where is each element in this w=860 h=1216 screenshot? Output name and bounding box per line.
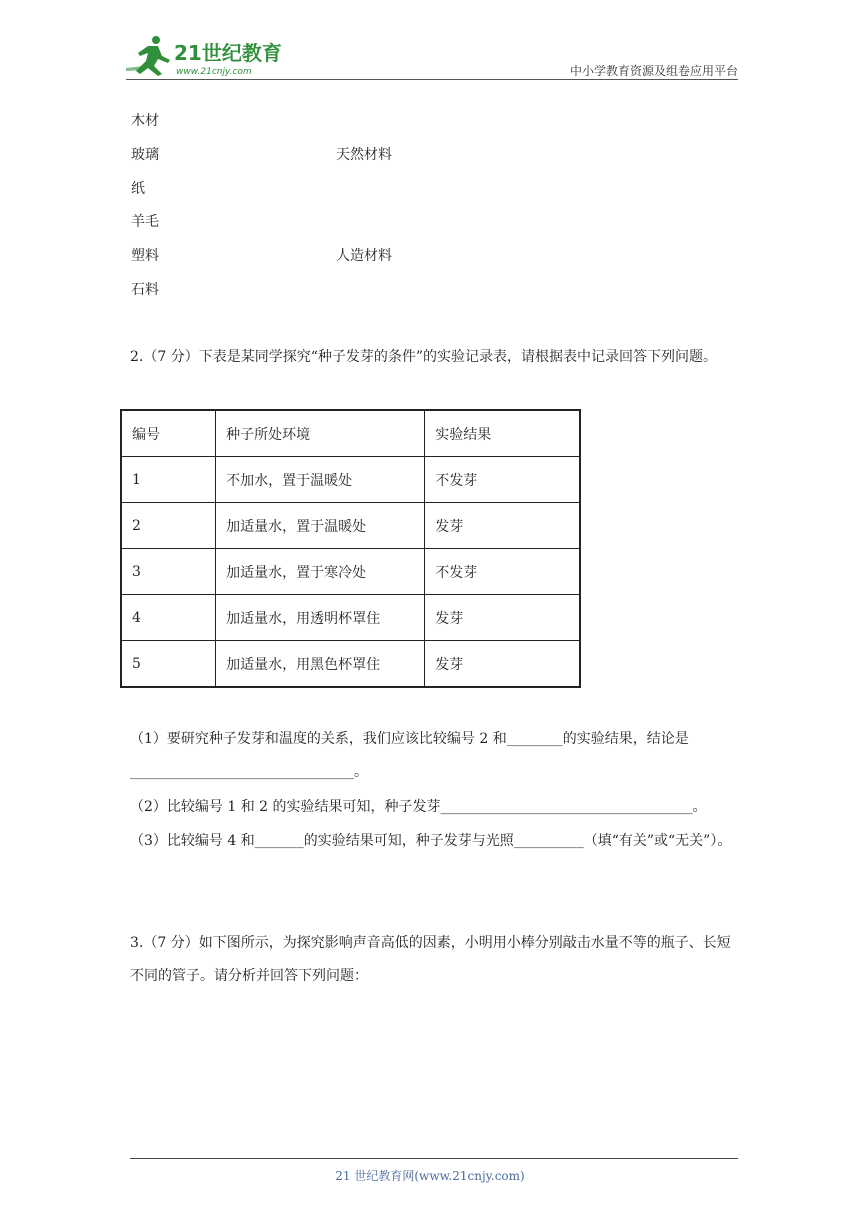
svg-text:www.21cnjy.com: www.21cnjy.com — [176, 67, 252, 77]
match-left-item: 塑料 — [131, 248, 159, 264]
match-left-item: 石料 — [131, 282, 159, 298]
table-cell: 发芽 — [425, 595, 580, 641]
table-cell: 加适量水，用黑色杯罩住 — [216, 641, 425, 688]
question-2-part-3: （3）比较编号 4 和_______的实验结果可知，种子发芽与光照__________（填“有关”或“无关”）。 — [130, 833, 732, 849]
table-header-cell: 编号 — [121, 410, 216, 457]
match-left-item: 纸 — [131, 181, 145, 197]
question-3-intro: 3.（7 分）如下图所示，为探究影响声音高低的因素，小明用小棒分别敲击水量不等的瓶子、长短不同的管子。请分析并回答下列问题： — [130, 935, 731, 984]
match-right-item: 天然材料 — [336, 147, 392, 163]
match-left-item: 玻璃 — [131, 147, 159, 163]
table-row — [121, 595, 580, 641]
experiment-table — [120, 409, 581, 688]
table-cell: 不发芽 — [425, 457, 580, 503]
table-header-cell: 种子所处环境 — [216, 410, 425, 457]
table-header-cell: 实验结果 — [425, 410, 580, 457]
table-cell: 4 — [121, 595, 216, 641]
footer-text: 21 世纪教育网(www.21cnjy.com) — [335, 1169, 525, 1183]
header-divider — [126, 79, 738, 80]
table-cell: 发芽 — [425, 503, 580, 549]
site-logo — [126, 34, 296, 78]
table-cell: 加适量水，用透明杯罩住 — [216, 595, 425, 641]
table-cell: 不加水，置于温暖处 — [216, 457, 425, 503]
page-header — [126, 30, 738, 80]
table-cell: 1 — [121, 457, 216, 503]
match-left-item: 木材 — [131, 113, 159, 129]
table-row — [121, 641, 580, 688]
table-cell: 发芽 — [425, 641, 580, 688]
table-cell: 加适量水，置于温暖处 — [216, 503, 425, 549]
match-left-item: 羊毛 — [131, 214, 159, 230]
footer-divider — [130, 1158, 738, 1159]
table-cell: 加适量水，置于寒冷处 — [216, 549, 425, 595]
table-cell: 5 — [121, 641, 216, 688]
table-cell: 3 — [121, 549, 216, 595]
table-cell: 2 — [121, 503, 216, 549]
table-cell: 不发芽 — [425, 549, 580, 595]
question-2-part-1: （1）要研究种子发芽和温度的关系，我们应该比较编号 2 和________的实验结果，结论是________________________________。 — [130, 731, 689, 780]
match-right-item: 人造材料 — [336, 248, 392, 264]
table-row — [121, 457, 580, 503]
question-2-intro: 2.（7 分）下表是某同学探究“种子发芽的条件”的实验记录表，请根据表中记录回答下列问题。 — [130, 349, 718, 365]
table-row — [121, 503, 580, 549]
platform-label: 中小学教育资源及组卷应用平台 — [569, 64, 738, 78]
svg-text:21世纪教育: 21世纪教育 — [174, 41, 282, 65]
question-2-part-2: （2）比较编号 1 和 2 的实验结果可知，种子发芽____________________________________。 — [130, 799, 707, 815]
table-row — [121, 549, 580, 595]
table-header-row — [121, 410, 580, 457]
